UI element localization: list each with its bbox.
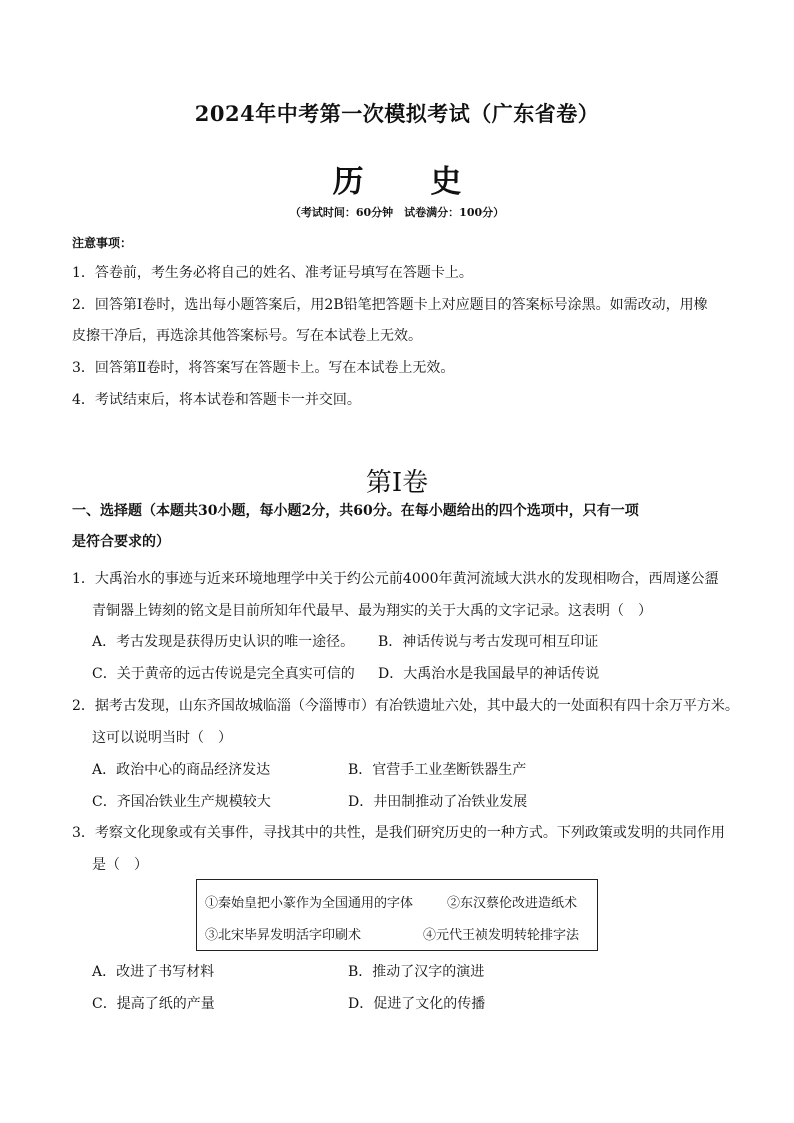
source-item: ①秦始皇把小篆作为全国通用的字体 — [205, 896, 414, 911]
question-3-option-b: B．推动了汉字的演进 — [348, 964, 485, 980]
subject-title: 历 史 — [332, 164, 490, 200]
question-2-stem: 这可以说明当时（ ） — [92, 730, 232, 746]
question-2-option-a: A．政治中心的商品经济发达 — [92, 762, 271, 778]
exam-meta: （考试时间：60分钟 试卷满分：100分） — [289, 206, 505, 219]
notice-heading: 注意事项： — [72, 236, 133, 250]
source-item: ②东汉蔡伦改进造纸术 — [447, 896, 578, 911]
notice-line: 皮擦干净后，再选涂其他答案标号。写在本试卷上无效。 — [72, 328, 422, 344]
question-3-option-c: C．提高了纸的产量 — [92, 996, 215, 1012]
source-box — [196, 879, 598, 951]
exam-title: 2024年中考第一次模拟考试（广东省卷） — [194, 101, 600, 126]
question-1-stem: 1．大禹治水的事迹与近来环境地理学中关于约公元前4000年黄河流域大洪水的发现相吻合，西周遂公盨 — [72, 571, 719, 587]
question-3-option-a: A．改进了书写材料 — [92, 964, 215, 980]
question-1-option-b: B．神话传说与考古发现可相互印证 — [378, 634, 599, 650]
question-1-option-a: A．考古发现是获得历史认识的唯一途径。 — [92, 634, 355, 650]
question-1-option-c: C．关于黄帝的远古传说是完全真实可信的 — [92, 666, 355, 682]
question-2-stem: 2．据考古发现，山东齐国故城临淄（今淄博市）有冶铁遗址六处，其中最大的一处面积有四十余万平方米。 — [72, 698, 739, 714]
question-3-option-d: D．促进了文化的传播 — [348, 996, 486, 1012]
question-1-option-d: D．大禹治水是我国最早的神话传说 — [378, 666, 600, 682]
source-item: ④元代王祯发明转轮排字法 — [423, 928, 580, 943]
question-3-stem: 是（ ） — [92, 857, 148, 873]
notice-line: 3．回答第Ⅱ卷时，将答案写在答题卡上。写在本试卷上无效。 — [72, 360, 455, 376]
question-2-option-b: B．官营手工业垄断铁器生产 — [348, 762, 527, 778]
question-2-option-d: D．井田制推动了冶铁业发展 — [348, 794, 528, 810]
question-1-stem: 青铜器上铸刻的铭文是目前所知年代最早、最为翔实的关于大禹的文字记录。这表明（ ） — [92, 603, 652, 619]
notice-line: 1．答卷前，考生务必将自己的姓名、准考证号填写在答题卡上。 — [72, 265, 473, 281]
section-instruction: 一、选择题（本题共30小题，每小题2分，共60分。在每小题给出的四个选项中，只有一项 — [72, 503, 639, 519]
notice-line: 2．回答第Ⅰ卷时，选出每小题答案后，用2B铅笔把答题卡上对应题目的答案标号涂黑。如需改动，用橡 — [72, 297, 708, 313]
question-2-option-c: C．齐国冶铁业生产规模较大 — [92, 794, 271, 810]
section-title: 第Ⅰ卷 — [365, 468, 429, 498]
section-instruction: 是符合要求的） — [72, 534, 170, 550]
question-3-stem: 3．考察文化现象或有关事件，寻找其中的共性，是我们研究历史的一种方式。下列政策或发明的共同作用 — [72, 825, 725, 841]
notice-line: 4．考试结束后，将本试卷和答题卡一并交回。 — [72, 392, 361, 408]
source-item: ③北宋毕昇发明活字印刷术 — [205, 928, 362, 943]
